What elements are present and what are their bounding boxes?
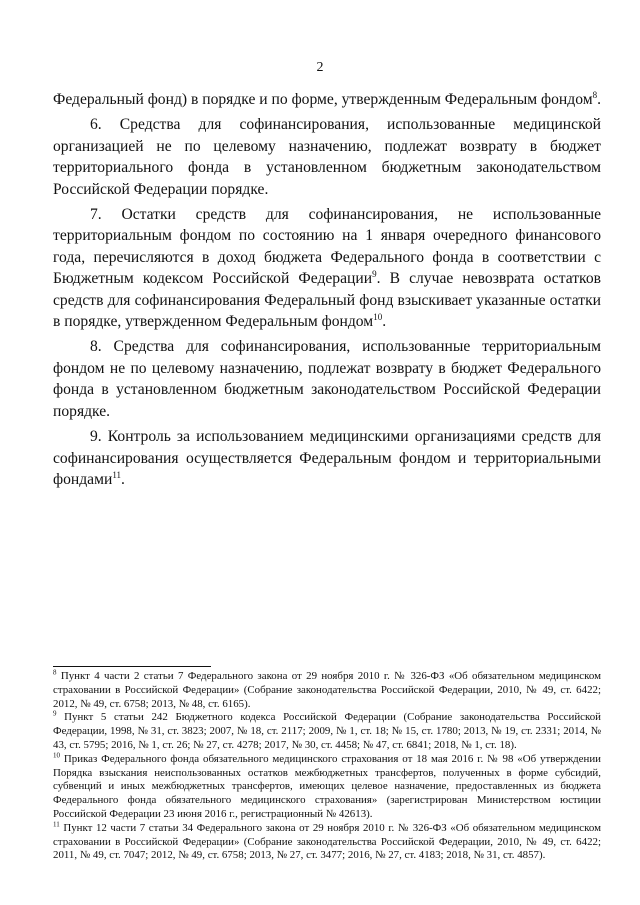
paragraph-tail: . — [597, 91, 601, 108]
footnote-mark: 8 — [53, 668, 57, 677]
footnote-9 — [53, 711, 601, 752]
paragraph-end: . — [382, 313, 387, 331]
paragraph-6 — [53, 114, 601, 200]
footnote-ref: 8 — [592, 89, 598, 100]
footnotes — [53, 670, 601, 863]
footnote-text: Пункт 12 части 7 статьи 34 Федерального закона от 29 ноября 2010 г. № 326-ФЗ «Об обязательном медицинском страховании в Российской Федерации» (Собрание законодательства Российской Федерации, 2010, № 49, ст. 6422; 2011, № 49, ст. 7047; 2012, № 49, ст. 6758; 2013, № 27, ст. 3477; 2016, № 27, ст. 4183; 2018, № 31, ст. 4857). — [53, 821, 601, 862]
paragraph-tail: . В случае невозврата остатков средств для софинансирования Федеральный фонд взыскивает указанные остатки в порядке, утвержденном Федеральным фондом — [53, 270, 601, 331]
footnote-text: Пункт 5 статьи 242 Бюджетного кодекса Российской Федерации (Собрание законодательства Российской Федерации, 1998, № 31, ст. 3823; 2007, № 18, ст. 2117; 2009, № 1, ст. 18; № 15, ст. 1780; 2013, № 19, ст. 2331; 2014, № 43, ст. 5795; 2016, № 1, ст. 26; № 27, ст. 4278; 2017, № 30, ст. 4458; № 47, ст. 6841; 2018, № 1, ст. 18). — [53, 711, 601, 751]
footnote-text: Пункт 4 части 2 статьи 7 Федерального закона от 29 ноября 2010 г. № 326-ФЗ «Об обязательном медицинском страховании в Российской Федерации» (Собрание законодательства Российской Федерации, 2010, № 49, ст. 6422; 2012, № 49, ст. 6758; 2013, № 48, ст. 6165). — [53, 670, 601, 710]
footnote-mark: 9 — [53, 709, 57, 718]
paragraph-text: 7. Остатки средств для софинансирования, не использованные территориальным фондом по состоянию на 1 января очередного финансового года, перечисляются в доход бюджета Федерального фонда в соответствии с Бюджетным кодексом Российской Федерации — [53, 206, 601, 288]
paragraph-tail: . — [121, 470, 125, 488]
footnote-mark: 11 — [53, 820, 60, 829]
footnote-separator — [53, 666, 211, 667]
document-body — [53, 89, 601, 490]
footnote-8 — [53, 670, 601, 711]
paragraph-text: 6. Средства для софинансирования, использованные медицинской организацией не по целевому назначению, подлежат возврату в бюджет территориального фонда в установленном бюджетным законодательством Российской Федерации порядке. — [53, 116, 601, 198]
footnote-mark: 10 — [53, 751, 60, 760]
paragraph-text: 8. Средства для софинансирования, использованные территориальным фондом не по целевому назначению, подлежат возврату в бюджет Федерального фонда в установленном бюджетным законодательством Российской Федерации порядке. — [53, 338, 601, 420]
paragraph-continuation — [53, 89, 601, 110]
paragraph-8 — [53, 336, 601, 422]
paragraph-7 — [53, 204, 601, 332]
footnote-ref: 11 — [112, 469, 121, 480]
footnote-text: Приказ Федерального фонда обязательного медицинского страхования от 18 мая 2016 г. № 98 «Об утверждении Порядка взыскания неиспользованных остатков межбюджетных трансфертов, полученных в форме субсидий, субвенций и иных межбюджетных трансфертов, имеющих целевое назначение, предоставленных из бюджета Федерального фонда обязательного медицинского страхования» (зарегистрирован Министерством юстиции Российской Федерации 23 июня 2016 г., регистрационный № 42613). — [53, 752, 601, 820]
page-number: 2 — [316, 60, 324, 75]
footnote-11 — [53, 822, 601, 863]
footnote-ref: 9 — [372, 269, 377, 280]
paragraph-text: 9. Контроль за использованием медицинскими организациями средств для софинансирования осуществляется Федеральным фондом и территориальными фондами — [53, 428, 601, 488]
paragraph-text: Федеральный фонд) в порядке и по форме, утвержденным Федеральным фондом — [53, 91, 593, 108]
paragraph-9 — [53, 426, 601, 490]
footnote-10 — [53, 753, 601, 822]
footnote-ref: 10 — [373, 311, 383, 322]
